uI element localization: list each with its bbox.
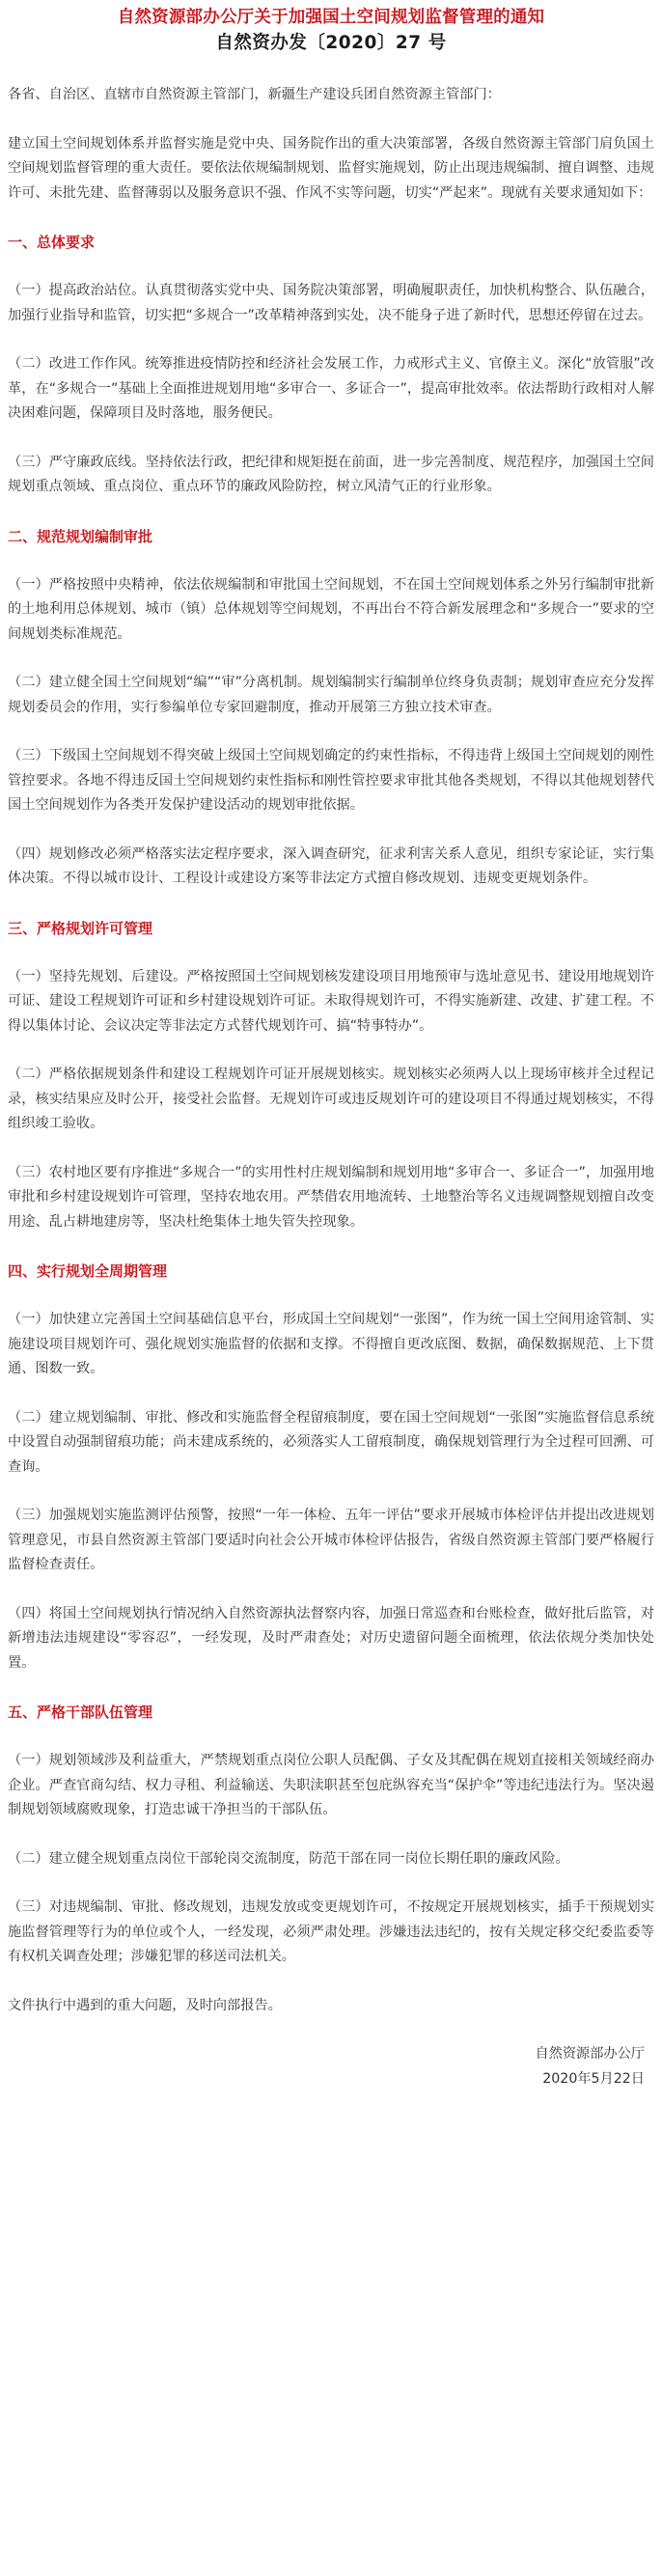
section-paragraph: （二）建立健全规划重点岗位干部轮岗交流制度，防范干部在同一岗位长期任职的廉政风险。 (8, 1850, 569, 1867)
section-paragraph: （一）严格按照中央精神，依法依规编制和审批国土空间规划，不在国土空间规划体系之外另行编制审批新的土地利用总体规划、城市（镇）总体规划等空间规划，不再出台不符合新发展理念和“多规合一”要求的空间规划类标准规范。 (8, 576, 654, 642)
closing-paragraph: 文件执行中遇到的重大问题，及时向部报告。 (8, 1997, 282, 2013)
section-paragraph: （一）加快建立完善国土空间基础信息平台，形成国土空间规划“一张图”，作为统一国土空间用途管制、实施建设项目规划许可、强化规划实施监督的依据和支撑。不得擅自更改底图、数据，确保数据规范、上下贯通、图数一致。 (8, 1312, 654, 1376)
section-heading: 一、总体要求 (8, 234, 96, 251)
section-paragraph: （三）农村地区要有序推进“多规合一”的实用性村庄规划编制和规划用地“多审合一、多证合一”，加强用地审批和乡村建设规划许可管理，坚持农地农用。严禁借农用地流转、土地整治等名义违规调整规划擅自改变用途、乱占耕地建房等，坚决杜绝集体土地失管失控现象。 (8, 1164, 654, 1230)
notice-title: 自然资源部办公厅关于加强国土空间规划监督管理的通知 (117, 8, 545, 27)
signature-org: 自然资源部办公厅 (535, 2046, 645, 2062)
section-paragraph: （一）提高政治站位。认真贯彻落实党中央、国务院决策部署，明确履职责任，加快机构整合、队伍融合，加强行业指导和监管，切实把“多规合一”改革精神落到实处，决不能身子进了新时代，思想还停留在过去。 (8, 283, 654, 323)
section-paragraph: （四）将国土空间规划执行情况纳入自然资源执法督察内容，加强日常巡查和台账检查，做好批后监管，对新增违法违规建设“零容忍”，一经发现，及时严肃查处；对历史遗留问题全面梳理，依法依规分类加快处置。 (8, 1605, 654, 1671)
section-paragraph: （二）建立规划编制、审批、修改和实施监督全程留痕制度，要在国土空间规划“一张图”实施监督信息系统中设置自动强制留痕功能；尚未建成系统的，必须落实人工留痕制度，确保规划管理行为全过程可回溯、可查询。 (8, 1409, 654, 1475)
intro-paragraph: 建立国土空间规划体系并监督实施是党中央、国务院作出的重大决策部署，各级自然资源主管部门肩负国土空间规划监督管理的重大责任。要依法依规编制规划、监督实施规划，防止出现违规编制、擅自调整、违规许可、未批先建、监督薄弱以及服务意识不强、作风不实等问题，切实“严起来”。现就有关要求通知如下： (8, 135, 654, 201)
section-paragraph: （二）建立健全国土空间规划“编”“审”分离机制。规划编制实行编制单位终身负责制；规划审查应充分发挥规划委员会的作用，实行参编单位专家回避制度，推动开展第三方独立技术审查。 (8, 675, 654, 715)
section-paragraph: （四）规划修改必须严格落实法定程序要求，深入调查研究，征求利害关系人意见，组织专家论证，实行集体决策。不得以城市设计、工程设计或建设方案等非法定方式擅自修改规划、违规变更规划条件。 (8, 845, 654, 886)
section-paragraph: （三）下级国土空间规划不得突破上级国土空间规划确定的约束性指标，不得违背上级国土空间规划的刚性管控要求。各地不得违反国土空间规划约束性指标和刚性管控要求审批其他各类规划，不得以其他规划替代国土空间规划作为各类开发保护建设活动的规划审批依据。 (8, 748, 654, 813)
document-number: 自然资办发〔2020〕27 号 (215, 33, 447, 53)
section-paragraph: （三）加强规划实施监测评估预警，按照“一年一体检、五年一评估”要求开展城市体检评估并提出改进规划管理意见，市县自然资源主管部门要适时向社会公开城市体检评估报告，省级自然资源主管部门要严格履行监督检查责任。 (8, 1508, 654, 1572)
section-heading: 四、实行规划全周期管理 (8, 1262, 168, 1280)
section-paragraph: （一）坚持先规划、后建设。严格按照国土空间规划核发建设项目用地预审与选址意见书、建设用地规划许可证、建设工程规划许可证和乡村建设规划许可证。未取得规划许可，不得实施新建、改建、扩建工程。不得以集体讨论、会议决定等非法定方式替代规划许可、搞“特事特办”。 (8, 968, 654, 1034)
section-heading: 三、严格规划许可管理 (8, 919, 153, 937)
section-paragraph: （一）规划领域涉及利益重大，严禁规划重点岗位公职人员配偶、子女及其配偶在规划直接相关领域经商办企业。严查官商勾结、权力寻租、利益输送、失职渎职甚至包庇纵容充当“保护伞”等违纪违法行为。坚决遏制规划领域腐败现象，打造忠诚干净担当的干部队伍。 (8, 1753, 654, 1817)
section-paragraph: （三）严守廉政底线。坚持依法行政，把纪律和规矩挺在前面，进一步完善制度、规范程序，加强国土空间规划重点领域、重点岗位、重点环节的廉政风险防控，树立风清气正的行业形象。 (8, 454, 654, 494)
section-paragraph: （二）改进工作作风。统筹推进疫情防控和经济社会发展工作，力戒形式主义、官僚主义。深化“放管服”改革，在“多规合一”基础上全面推进规划用地“多审合一、多证合一”，提高审批效率。依法帮助行政相对人解决困难问题，保障项目及时落地，服务便民。 (8, 356, 654, 421)
document-body (0, 58, 662, 2091)
signature-date: 2020年5月22日 (542, 2070, 645, 2087)
section-paragraph: （三）对违规编制、审批、修改规划，违规发放或变更规划许可，不按规定开展规划核实，插手干预规划实施监督管理等行为的单位或个人，一经发现，必须严肃处理。涉嫌违法违纪的，按有关规定移交纪委监委等有权机关调查处理；涉嫌犯罪的移送司法机关。 (8, 1899, 654, 1964)
section-paragraph: （二）严格依据规划条件和建设工程规划许可证开展规划核实。规划核实必须两人以上现场审核并全过程记录，核实结果应及时公开，接受社会监督。无规划许可或违反规划许可的建设项目不得通过规划核实，不得组织竣工验收。 (8, 1066, 654, 1131)
section-heading: 二、规范规划编制审批 (8, 527, 153, 545)
section-heading: 五、严格干部队伍管理 (8, 1703, 153, 1721)
addressee: 各省、自治区、直辖市自然资源主管部门，新疆生产建设兵团自然资源主管部门： (8, 87, 501, 102)
